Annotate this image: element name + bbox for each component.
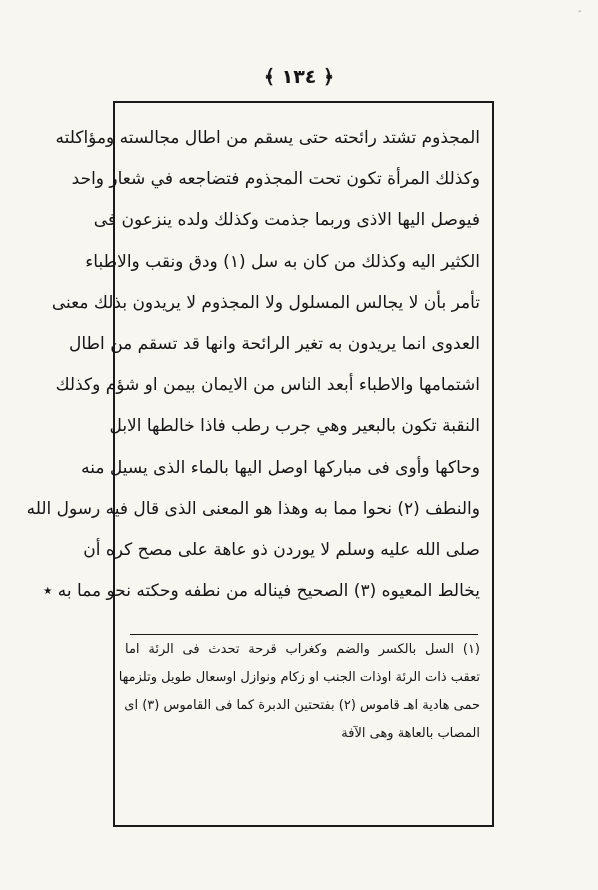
text-line: العدوى انما يريدون به تغير الرائحة وانها قد تسقم من اطال	[69, 333, 480, 354]
footnote-line: (١) السل بالكسر والضم وكغراب قرحة تحدث فى الرئة اما	[125, 642, 480, 657]
footnotes	[118, 636, 480, 748]
footnote-line: تعقب ذات الرئة اوذات الجنب او زكام ونوازل اوسعال طويل وتلزمها	[118, 670, 480, 685]
text-line: المجذوم تشتد رائحته حتى يسقم من اطال مجالسته ومؤاكلته	[55, 128, 480, 148]
main-text	[26, 118, 480, 612]
corner-mark: -	[578, 6, 582, 17]
text-line: فيوصل اليها الاذى وربما جذمت وكذلك ولده ينزعون فى	[93, 210, 480, 231]
text-line: وحاكها وأوى فى مباركها اوصل اليها بالماء الذى يسيل منه	[81, 457, 480, 478]
page-number: ﴿ ١٣٤ ﴾	[263, 66, 335, 88]
text-line: تأمر بأن لا يجالس المسلول ولا المجذوم لا يريدون بذلك معنى	[51, 292, 480, 313]
footnote-line: المصاب بالعاهة وهى الآفة	[341, 726, 480, 741]
footnote-line: حمى هادية اهـ قاموس (٢) بفتحتين الدبرة كما فى القاموس (٣) اى	[124, 698, 480, 713]
footnote-divider	[130, 634, 478, 635]
text-line: يخالط المعيوه (٣) الصحيح فيناله من نطفه وحكته نحو مما به ٭	[43, 581, 480, 602]
text-line: وكذلك المرأة تكون تحت المجذوم فتضاجعه في شعار واحد	[71, 169, 480, 190]
text-line: الكثير اليه وكذلك من كان به سل (١) ودق ونقب والاطباء	[85, 251, 480, 272]
text-line: صلى الله عليه وسلم لا يوردن ذو عاهة على مصح كره أن	[83, 539, 480, 560]
text-line: النقبة تكون بالبعير وهي جرب رطب فاذا خالطها الابل	[109, 416, 480, 437]
text-line: والنطف (٢) نحوا مما به وهذا هو المعنى الذى قال فيه رسول الله	[26, 498, 480, 519]
text-line: اشتمامها والاطباء أبعد الناس من الايمان بيمن او شؤم وكذلك	[55, 375, 480, 396]
